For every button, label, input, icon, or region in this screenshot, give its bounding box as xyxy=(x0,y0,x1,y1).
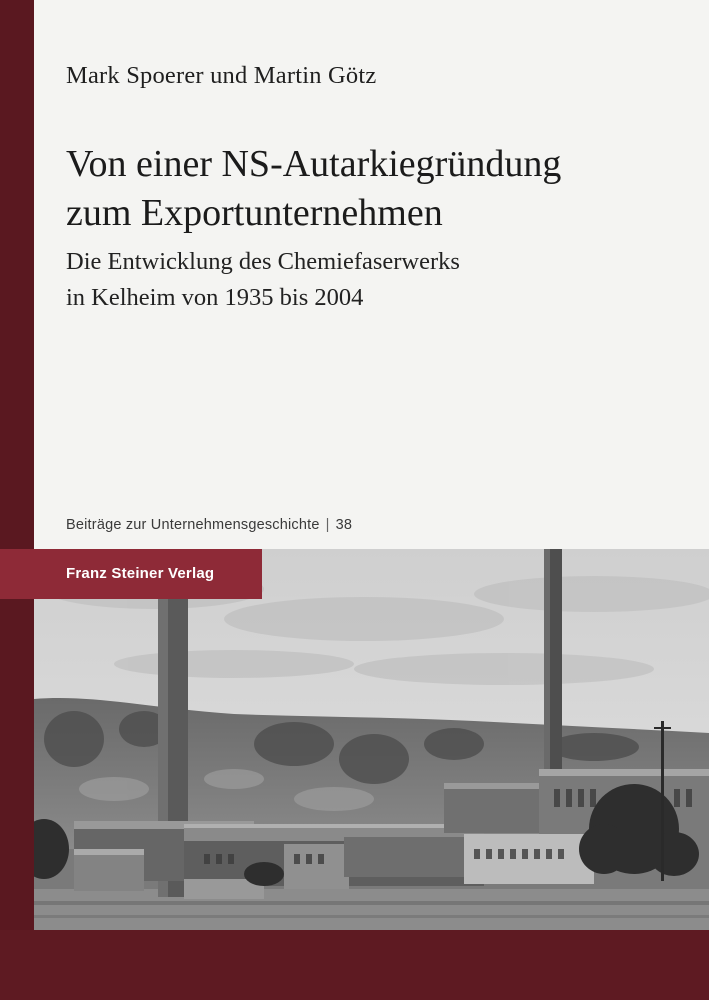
cover-photo-factory xyxy=(34,549,709,930)
series-info xyxy=(66,517,352,533)
series-separator: | xyxy=(325,517,330,533)
authors: Mark Spoerer und Martin Götz xyxy=(66,62,377,89)
book-subtitle xyxy=(66,244,666,316)
subtitle-line-2: in Kelheim von 1935 bis 2004 xyxy=(66,284,364,311)
series-volume: 38 xyxy=(335,517,353,533)
title-line-2: zum Exportunternehmen xyxy=(66,192,443,234)
book-title xyxy=(66,140,686,238)
subtitle-line-1: Die Entwicklung des Chemiefaserwerks xyxy=(66,248,460,275)
bottom-band xyxy=(0,930,709,1000)
title-line-1: Von einer NS-Autarkiegründung xyxy=(66,143,562,185)
series-name: Beiträge zur Unternehmensgeschichte xyxy=(66,517,320,533)
publisher-name: Franz Steiner Verlag xyxy=(66,565,215,582)
spine-band xyxy=(0,0,34,1000)
